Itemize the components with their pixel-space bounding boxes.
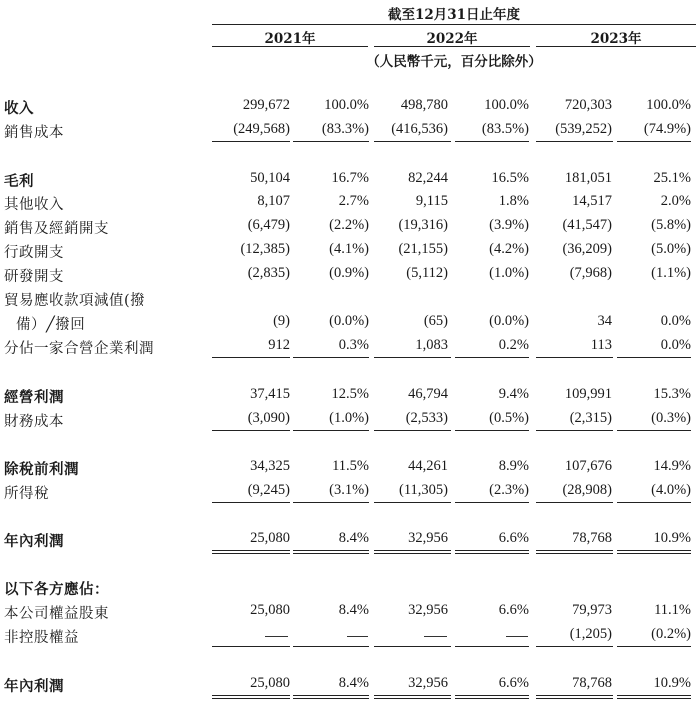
pct-2023-cell: 100.0%	[646, 97, 691, 113]
subtotal-rule	[293, 550, 369, 551]
pct-2022-cell: (83.5%)	[481, 121, 529, 137]
subtotal-rule	[617, 357, 691, 358]
amount-2021-cell: 8,107	[257, 193, 290, 209]
subtotal-rule	[293, 646, 369, 647]
subtotal-rule	[293, 695, 369, 696]
pct-2023-cell: 2.0%	[660, 193, 691, 209]
amount-2021-cell: 299,672	[242, 97, 290, 113]
amount-2023-cell: 181,051	[564, 170, 612, 186]
pct-2022-cell: 1.8%	[498, 193, 529, 209]
total-double-rule	[374, 553, 451, 554]
amount-2023-cell: (539,252)	[555, 121, 612, 137]
amount-2023-cell: (36,209)	[562, 241, 612, 257]
row-label: 所得稅	[4, 486, 49, 502]
year-2022-header: 2022年	[426, 31, 478, 47]
pct-2022-cell: (2.3%)	[489, 482, 529, 498]
subtotal-rule	[536, 502, 613, 503]
amount-2023-cell: 78,768	[572, 675, 612, 691]
total-double-rule	[212, 698, 290, 699]
row-label: 銷售成本	[4, 125, 64, 141]
header-rule	[212, 24, 696, 25]
row-label: 年內利潤	[4, 533, 64, 550]
subtotal-rule	[212, 357, 290, 358]
amount-2023-cell: 720,303	[564, 97, 612, 113]
pct-2021-cell: (0.0%)	[329, 313, 369, 329]
pct-2022-cell: (1.0%)	[489, 265, 529, 281]
subtotal-rule	[374, 695, 451, 696]
pct-2022-cell: 6.6%	[498, 675, 529, 691]
subtotal-rule	[212, 430, 290, 431]
amount-2021-cell: 34,325	[250, 458, 290, 474]
amount-2021-cell: 25,080	[250, 675, 290, 691]
pct-2023-cell: 25.1%	[653, 170, 691, 186]
unit-note: （人民幣千元，百分比除外）	[366, 54, 542, 70]
pct-2021-cell: 2.7%	[338, 193, 369, 209]
amount-2023-cell: (7,968)	[569, 265, 612, 281]
total-double-rule	[617, 553, 691, 554]
row-label: 研發開支	[4, 269, 64, 285]
row-label: 收入	[4, 100, 34, 117]
total-double-rule	[293, 553, 369, 554]
pct-2021-cell: (83.3%)	[321, 121, 369, 137]
amount-2022-cell: 32,956	[408, 675, 448, 691]
pct-2023-cell: (1.1%)	[651, 265, 691, 281]
total-double-rule	[374, 698, 451, 699]
pct-2021-cell: 12.5%	[331, 386, 369, 402]
amount-2021-cell: 50,104	[250, 170, 290, 186]
pct-2021-cell: (3.1%)	[329, 482, 369, 498]
amount-2021-cell: (9,245)	[247, 482, 290, 498]
amount-2023-cell: (2,315)	[569, 410, 612, 426]
row-label: 行政開支	[4, 245, 64, 261]
pct-2022-cell: 6.6%	[498, 530, 529, 546]
pct-2022-cell: (0.0%)	[489, 313, 529, 329]
pct-2023-cell: 14.9%	[653, 458, 691, 474]
subtotal-rule	[617, 430, 691, 431]
amount-2022-cell: (19,316)	[398, 217, 448, 233]
row-label: 本公司權益股東	[4, 606, 109, 622]
pct-2021-cell: (4.1%)	[329, 241, 369, 257]
subtotal-rule	[617, 502, 691, 503]
pct-2023-cell: (5.8%)	[651, 217, 691, 233]
subtotal-rule	[374, 430, 451, 431]
total-double-rule	[212, 553, 290, 554]
total-double-rule	[455, 553, 529, 554]
total-double-rule	[536, 553, 613, 554]
pct-2023-cell: 0.0%	[660, 337, 691, 353]
pct-2021-cell: 8.4%	[338, 675, 369, 691]
pct-2022-cell: (3.9%)	[489, 217, 529, 233]
row-label: 其他收入	[4, 197, 64, 213]
subtotal-rule	[293, 141, 369, 142]
pct-2021-cell: (2.2%)	[329, 217, 369, 233]
pct-2022-cell: (4.2%)	[489, 241, 529, 257]
nil-dash	[265, 636, 288, 637]
amount-2023-cell: 107,676	[564, 458, 612, 474]
subtotal-rule	[455, 141, 529, 142]
subtotal-rule	[536, 695, 613, 696]
amount-2022-cell: 44,261	[408, 458, 448, 474]
amount-2023-cell: (41,547)	[562, 217, 612, 233]
year-2023-header: 2023年	[590, 31, 642, 47]
amount-2023-cell: 14,517	[572, 193, 612, 209]
amount-2023-cell: 109,991	[564, 386, 612, 402]
row-label: 分佔一家合營企業利潤	[4, 341, 154, 357]
pct-2021-cell: (0.9%)	[329, 265, 369, 281]
pct-2023-cell: (74.9%)	[643, 121, 691, 137]
pct-2023-cell: 10.9%	[653, 675, 691, 691]
subtotal-rule	[374, 646, 451, 647]
subtotal-rule	[536, 357, 613, 358]
amount-2022-cell: (11,305)	[399, 482, 448, 498]
pct-2022-cell: 6.6%	[498, 602, 529, 618]
amount-2021-cell: 37,415	[250, 386, 290, 402]
row-label: 以下各方應佔：	[4, 581, 109, 598]
amount-2022-cell: 9,115	[415, 193, 448, 209]
pct-2023-cell: 15.3%	[653, 386, 691, 402]
period-title: 截至12月31日止年度	[387, 7, 521, 23]
amount-2021-cell: 912	[268, 337, 290, 353]
subtotal-rule	[374, 550, 451, 551]
total-double-rule	[617, 698, 691, 699]
subtotal-rule	[536, 646, 613, 647]
subtotal-rule	[536, 430, 613, 431]
year-2021-rule	[212, 46, 368, 47]
subtotal-rule	[617, 550, 691, 551]
amount-2021-cell: (9)	[273, 313, 290, 329]
pct-2023-cell: 0.0%	[660, 313, 691, 329]
total-double-rule	[455, 698, 529, 699]
nil-dash	[347, 636, 368, 637]
row-label: 毛利	[4, 173, 34, 190]
pct-2023-cell: (0.3%)	[651, 410, 691, 426]
pct-2023-cell: (5.0%)	[651, 241, 691, 257]
pct-2021-cell: 8.4%	[338, 530, 369, 546]
amount-2023-cell: 34	[597, 313, 612, 329]
subtotal-rule	[455, 550, 529, 551]
pct-2022-cell: 0.2%	[498, 337, 529, 353]
amount-2022-cell: 1,083	[415, 337, 448, 353]
amount-2021-cell: (12,385)	[240, 241, 290, 257]
pct-2021-cell: 0.3%	[338, 337, 369, 353]
amount-2021-cell: (2,835)	[247, 265, 290, 281]
row-label: 經營利潤	[4, 389, 64, 406]
amount-2021-cell: 25,080	[250, 530, 290, 546]
amount-2022-cell: 32,956	[408, 530, 448, 546]
subtotal-rule	[293, 357, 369, 358]
subtotal-rule	[293, 430, 369, 431]
subtotal-rule	[455, 357, 529, 358]
amount-2022-cell: 46,794	[408, 386, 448, 402]
subtotal-rule	[536, 141, 613, 142]
amount-2022-cell: 82,244	[408, 170, 448, 186]
subtotal-rule	[212, 695, 290, 696]
pct-2023-cell: (4.0%)	[651, 482, 691, 498]
subtotal-rule	[374, 141, 451, 142]
subtotal-rule	[212, 550, 290, 551]
pct-2021-cell: 100.0%	[324, 97, 369, 113]
subtotal-rule	[617, 695, 691, 696]
amount-2022-cell: (65)	[423, 313, 448, 329]
row-label: 非控股權益	[4, 630, 79, 646]
pct-2022-cell: 100.0%	[484, 97, 529, 113]
nil-dash	[506, 636, 528, 637]
subtotal-rule	[455, 502, 529, 503]
pct-2021-cell: 16.7%	[331, 170, 369, 186]
pct-2022-cell: (0.5%)	[489, 410, 529, 426]
subtotal-rule	[536, 550, 613, 551]
total-double-rule	[293, 698, 369, 699]
pct-2022-cell: 16.5%	[491, 170, 529, 186]
row-label: 除稅前利潤	[4, 461, 79, 478]
amount-2021-cell: (249,568)	[233, 121, 290, 137]
amount-2022-cell: (5,112)	[406, 265, 448, 281]
row-label: 財務成本	[4, 414, 64, 430]
amount-2022-cell: 498,780	[400, 97, 448, 113]
amount-2021-cell: (6,479)	[247, 217, 290, 233]
subtotal-rule	[212, 646, 290, 647]
subtotal-rule	[455, 430, 529, 431]
pct-2021-cell: (1.0%)	[329, 410, 369, 426]
row-label: 年內利潤	[4, 678, 64, 695]
year-2023-rule	[536, 46, 696, 47]
subtotal-rule	[455, 646, 529, 647]
amount-2023-cell: (28,908)	[562, 482, 612, 498]
pct-2023-cell: (0.2%)	[651, 626, 691, 642]
amount-2021-cell: (3,090)	[247, 410, 290, 426]
amount-2022-cell: (2,533)	[405, 410, 448, 426]
amount-2022-cell: (416,536)	[391, 121, 448, 137]
subtotal-rule	[455, 695, 529, 696]
pct-2022-cell: 9.4%	[498, 386, 529, 402]
row-label: 銷售及經銷開支	[4, 221, 109, 237]
year-2021-header: 2021年	[264, 31, 316, 47]
pct-2023-cell: 10.9%	[653, 530, 691, 546]
subtotal-rule	[293, 502, 369, 503]
row-label: 備）╱撥回	[16, 317, 86, 333]
pct-2022-cell: 8.9%	[498, 458, 529, 474]
subtotal-rule	[374, 502, 451, 503]
pct-2021-cell: 11.5%	[332, 458, 369, 474]
amount-2023-cell: (1,205)	[569, 626, 612, 642]
amount-2023-cell: 79,973	[572, 602, 612, 618]
row-label: 貿易應收款項減值(撥	[4, 293, 146, 309]
amount-2021-cell: 25,080	[250, 602, 290, 618]
subtotal-rule	[212, 141, 290, 142]
amount-2022-cell: (21,155)	[398, 241, 448, 257]
amount-2022-cell: 32,956	[408, 602, 448, 618]
pct-2021-cell: 8.4%	[338, 602, 369, 618]
amount-2023-cell: 78,768	[572, 530, 612, 546]
amount-2023-cell: 113	[590, 337, 612, 353]
year-2022-rule	[374, 46, 530, 47]
subtotal-rule	[374, 357, 451, 358]
pct-2023-cell: 11.1%	[654, 602, 691, 618]
nil-dash	[424, 636, 447, 637]
subtotal-rule	[617, 646, 691, 647]
subtotal-rule	[617, 141, 691, 142]
subtotal-rule	[212, 502, 290, 503]
total-double-rule	[536, 698, 613, 699]
